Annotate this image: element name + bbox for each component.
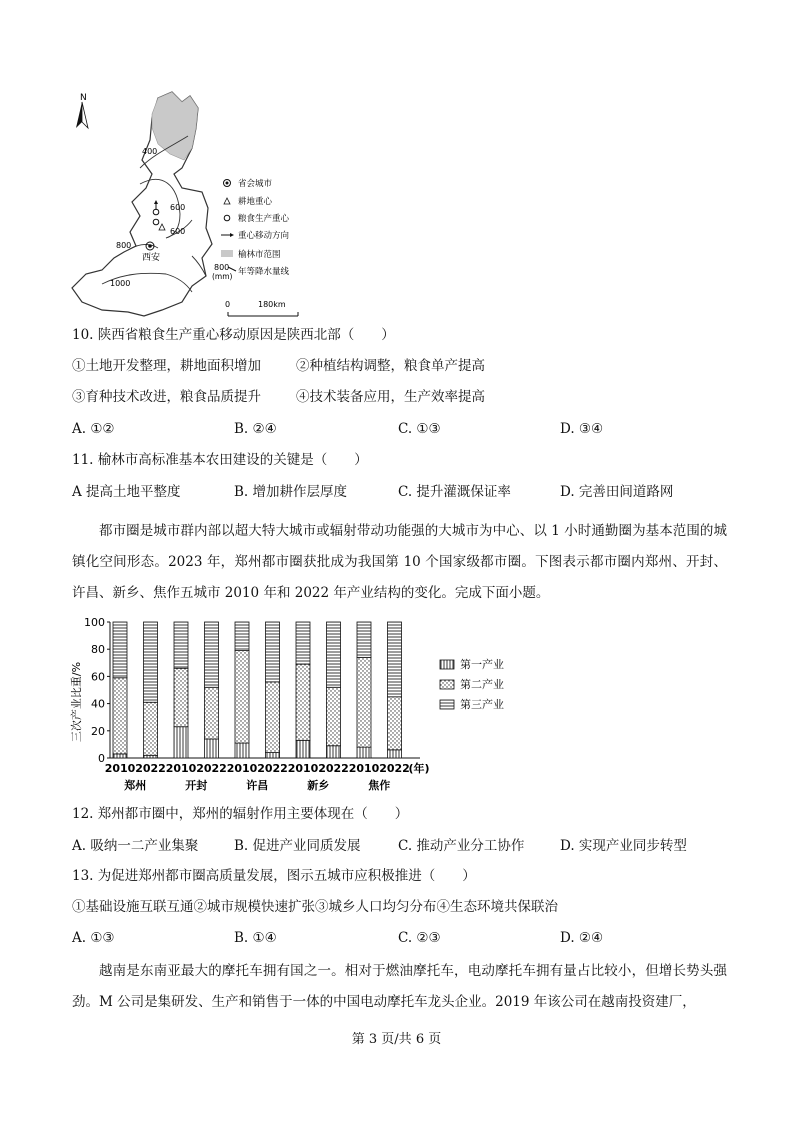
- q10-statement-4: ④技术装备应用，生产效率提高: [296, 389, 485, 405]
- q10-option-b[interactable]: B. ②④: [234, 421, 277, 437]
- shaanxi-map: [62, 88, 332, 320]
- bar-segment: [266, 622, 280, 682]
- bar-segment: [327, 687, 341, 745]
- q10-statement-3: ③育种技术改进，粮食品质提升: [72, 389, 261, 405]
- q13-stem: 13. 为促进郑州都市圈高质量发展，图示五城市应积极推进（ ）: [72, 868, 476, 884]
- city-group-label: 开封: [185, 779, 208, 792]
- q10-statement-2: ②种植结构调整，粮食单产提高: [296, 358, 485, 374]
- legend-swatch: [440, 660, 454, 669]
- y-tick-label: 20: [91, 724, 105, 738]
- bar-segment: [357, 747, 371, 758]
- y-tick-label: 40: [91, 697, 105, 711]
- svg-text:耕地重心: 耕地重心: [238, 197, 273, 207]
- y-tick-label: 0: [98, 752, 105, 765]
- q11-stem: 11. 榆林市高标准基本农田建设的关键是（ ）: [72, 452, 368, 468]
- industry-structure-chart: [68, 612, 504, 800]
- q11-option-c[interactable]: C. 提升灌溉保证率: [398, 484, 511, 500]
- bar-segment: [174, 727, 188, 758]
- x-tick-label: 2022: [135, 762, 166, 775]
- svg-text:400: 400: [142, 147, 158, 156]
- svg-text:800: 800: [214, 263, 230, 272]
- q12-option-a[interactable]: A. 吸纳一二产业集聚: [72, 838, 199, 854]
- x-tick-label: 2022: [196, 762, 227, 775]
- bar-segment: [113, 678, 127, 754]
- bar-segment: [235, 651, 249, 743]
- bar-segment: [327, 622, 341, 687]
- bar-segment: [205, 622, 219, 687]
- bar-segment: [235, 743, 249, 758]
- q12-option-b[interactable]: B. 促进产业同质发展: [234, 838, 361, 854]
- x-tick-label: 2022: [318, 762, 349, 775]
- legend-label: 第一产业: [460, 658, 504, 671]
- x-tick-label: 2010: [104, 762, 136, 775]
- bar-segment: [113, 754, 127, 758]
- y-tick-label: 100: [84, 616, 105, 629]
- x-tick-label: 2010: [348, 762, 380, 775]
- x-tick-label: 2010: [226, 762, 258, 775]
- page-number: 第 3 页/共 6 页: [351, 1032, 442, 1047]
- svg-text:0: 0: [225, 300, 231, 309]
- q12-stem: 12. 郑州都市圈中，郑州的辐射作用主要体现在（ ）: [72, 806, 409, 822]
- north-arrow-icon: [76, 93, 88, 128]
- bar-segment: [327, 746, 341, 758]
- legend-swatch: [440, 700, 454, 709]
- q10-option-c[interactable]: C. ①③: [398, 421, 441, 437]
- svg-text:800: 800: [116, 241, 132, 250]
- q13-option-c[interactable]: C. ②③: [398, 930, 441, 946]
- y-tick-label: 60: [91, 670, 105, 684]
- q13-option-b[interactable]: B. ①④: [234, 930, 277, 946]
- bar-segment: [144, 702, 158, 755]
- q10-option-d[interactable]: D. ③④: [560, 421, 604, 437]
- svg-text:年等降水量线: 年等降水量线: [238, 267, 290, 277]
- city-group-label: 许昌: [246, 779, 269, 792]
- legend-label: 第二产业: [460, 678, 504, 691]
- x-tick-label: 2022: [379, 762, 410, 775]
- bar-segment: [205, 687, 219, 739]
- bar-segment: [388, 697, 402, 750]
- bar-segment: [388, 750, 402, 758]
- bar-segment: [266, 682, 280, 753]
- svg-text:600: 600: [170, 203, 186, 212]
- x-tick-label: 2010: [165, 762, 197, 775]
- q12-option-c[interactable]: C. 推动产业分工协作: [398, 838, 525, 854]
- passage-1: 都市圈是城市群内部以超大特大城市或辐射带动功能强的大城市为中心、以 1 小时通勤圈为基本范围的城镇化空间形态。2023 年，郑州都市圈获批成为我国第 10 个国家级都市圈。下图表示都市圈内郑州、开封、许昌、新乡、焦作五城市 2010 年和 2022 年产业结构的变化。完成下面小题。: [72, 523, 727, 601]
- q10-stem: 10. 陕西省粮食生产重心移动原因是陕西北部（ ）: [72, 327, 395, 343]
- q11-option-d[interactable]: D. 完善田间道路网: [560, 484, 674, 500]
- q11-option-a[interactable]: A 提高土地平整度: [72, 484, 181, 500]
- city-group-label: 郑州: [124, 779, 147, 792]
- q12-option-d[interactable]: D. 实现产业同步转型: [560, 838, 687, 854]
- city-group-label: 焦作: [368, 779, 391, 792]
- bar-segment: [388, 622, 402, 697]
- y-tick-label: 80: [91, 643, 105, 657]
- bar-segment: [296, 740, 310, 758]
- scale-bar: [225, 300, 298, 316]
- city-group-label: 新乡: [307, 779, 330, 792]
- svg-text:180km: 180km: [258, 300, 286, 309]
- svg-text:600: 600: [170, 227, 186, 236]
- bar-segment: [266, 753, 280, 758]
- q13-option-d[interactable]: D. ②④: [560, 930, 604, 946]
- bar-segment: [144, 622, 158, 702]
- bar-segment: [357, 622, 371, 657]
- q13-statements: ①基础设施互联互通②城市规模快速扩张③城乡人口均匀分布④生态环境共保联治: [72, 899, 558, 915]
- bar-segment: [235, 622, 249, 651]
- svg-text:榆林市范围: 榆林市范围: [238, 250, 281, 260]
- x-tick-label: 2022: [257, 762, 288, 775]
- x-tick-label: 2010: [287, 762, 319, 775]
- x-unit-label: (年): [408, 762, 430, 775]
- legend-swatch: [440, 680, 454, 689]
- passage-2: 越南是东南亚最大的摩托车拥有国之一。相对于燃油摩托车，电动摩托车拥有量占比较小，但增长势头强劲。M 公司是集研发、生产和销售于一体的中国电动摩托车龙头企业。2019 年该公司在越南投资建厂，: [72, 963, 727, 1010]
- svg-text:1000: 1000: [110, 279, 131, 288]
- bar-segment: [357, 657, 371, 747]
- q13-option-a[interactable]: A. ①③: [72, 930, 115, 946]
- bar-segment: [296, 664, 310, 740]
- svg-text:N: N: [80, 93, 87, 103]
- bar-segment: [296, 622, 310, 664]
- svg-text:(mm): (mm): [212, 272, 233, 281]
- svg-text:粮食生产重心: 粮食生产重心: [238, 214, 290, 224]
- bar-segment: [174, 668, 188, 726]
- bar-segment: [174, 622, 188, 668]
- svg-text:重心移动方向: 重心移动方向: [238, 231, 290, 241]
- svg-text:西安: 西安: [142, 253, 161, 263]
- q10-statement-1: ①土地开发整理，耕地面积增加: [72, 358, 261, 374]
- y-axis-label: 三次产业比重/%: [70, 661, 83, 743]
- q10-option-a[interactable]: A. ①②: [72, 421, 115, 437]
- q11-option-b[interactable]: B. 增加耕作层厚度: [234, 484, 348, 500]
- bar-segment: [144, 755, 158, 758]
- map-legend: [212, 178, 290, 281]
- legend-label: 第三产业: [460, 698, 504, 711]
- svg-text:省会城市: 省会城市: [238, 179, 273, 189]
- bar-segment: [205, 739, 219, 758]
- bar-segment: [113, 622, 127, 678]
